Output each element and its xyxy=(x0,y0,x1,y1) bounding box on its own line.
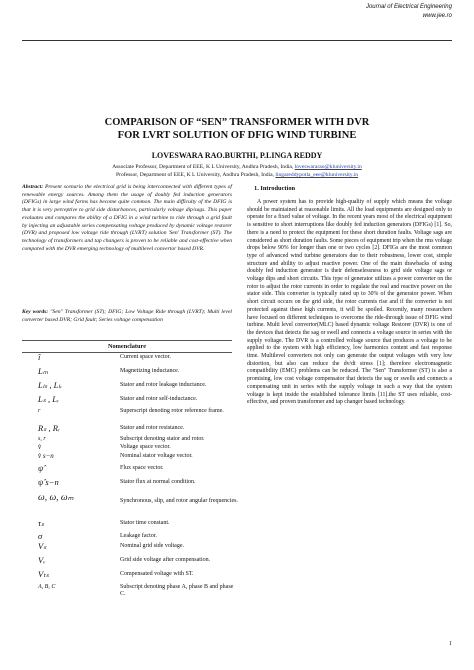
nomenclature-description: Voltage space vector. xyxy=(120,444,171,450)
nomenclature-symbol: Vᵥ xyxy=(38,555,46,565)
affiliation-1 xyxy=(40,163,434,171)
affiliation-2-text: Professor, Department of EEE, K L University, Andhra Pradesh, India, xyxy=(116,172,276,178)
affiliation-2 xyxy=(40,171,434,179)
nomenclature-symbol: Vₛ xyxy=(38,541,47,551)
nomenclature-description: Grid side voltage after compensation. xyxy=(120,557,211,563)
nomenclature-description: Compensated voltage with ST. xyxy=(120,571,194,577)
nomenclature-description: Stator flux at normal condition. xyxy=(120,479,196,485)
nomenclature-symbol: Rₛ , Rᵣ xyxy=(38,423,61,433)
nomenclature-symbol: Lₛ , Lᵣ xyxy=(38,394,60,404)
nomenclature-symbol: î xyxy=(38,352,41,362)
nomenclature-description: Stator and rotor resistance. xyxy=(120,425,185,431)
affiliation-1-email[interactable]: loveswararao@kluniversity.in xyxy=(294,164,362,170)
nomenclature-symbol: v̂ xyxy=(38,443,42,451)
nomenclature-description: Nominal stator voltage vector. xyxy=(120,453,193,459)
nomenclature-symbol: s, r xyxy=(38,436,46,442)
nomenclature-description: Stator time constant. xyxy=(120,520,170,526)
journal-url[interactable]: www.jee.ro xyxy=(422,13,452,19)
paper-title-line-1: COMPARISON OF “SEN” TRANSFORMER WITH DVR xyxy=(104,117,370,128)
keywords-label: Key words: xyxy=(22,309,49,315)
paper-authors: LOVESWARA RAO.BURTHI, P.LINGA REDDY xyxy=(151,151,323,160)
nomenclature-symbol: ω, ω, ωₘ xyxy=(38,493,74,503)
nomenclature-description: Synchronous, slip, and rotor angular frequencies. xyxy=(120,498,238,504)
nomenclature-symbol: Lₘ xyxy=(38,366,49,376)
nomenclature-symbol: r xyxy=(38,408,41,414)
nomenclature-symbol: A, B, C xyxy=(38,584,56,590)
affiliation-1-text: Associate Professor, Department of EEE, K L University, Andhra Pradesh, India, xyxy=(112,164,295,170)
paper-title-line-2: FOR LVRT SOLUTION OF DFIG WIND TURBINE xyxy=(117,130,357,141)
nomenclature-symbol: Vₜₛ xyxy=(38,569,49,579)
section-heading-introduction: 1. Introduction xyxy=(254,185,296,192)
nomenclature-description: Stator and rotor self-inductance. xyxy=(120,396,198,402)
nomenclature-bottom-rule xyxy=(22,352,232,353)
keywords-text: "Sen" Transformer (ST); DFIG; Low Voltage Ride through (LVRT); Multi level converter based DVR; Grid fault; Series voltage compensation xyxy=(22,309,232,323)
nomenclature-top-rule xyxy=(22,340,232,341)
abstract-text: Present scenario the electrical grid is being interconnected with different types of renewable energy sources. Among them the usage of doubly fed induction generators (DFIGs) in large wind farms has become quite common. The main difficulty of the DFIG is that it is very perceptive to grid side disturbances, particularly voltage dip/sags. This paper evaluates and compares the ability of a DFIG in a wind turbine to ride through a grid fault by injecting an adjustable series compensating voltage produced by dynamic voltage restorer (DVR) and proposed low voltage ride through (LVRT) solution 'Sen' Transformer (ST). The technology of transformers and tap changers is proven to be reliable and cost-effective when compared with the DVR emerging technology of multilevel convertor based DVR. xyxy=(22,184,232,252)
nomenclature-symbol: ψ̂ xyxy=(38,463,44,473)
nomenclature-description: Flux space vector. xyxy=(120,465,164,471)
abstract xyxy=(22,184,232,253)
nomenclature-symbol: v̂ s−n xyxy=(38,452,54,460)
nomenclature-symbol: ψ̂ s−n xyxy=(38,477,59,487)
journal-name: Journal of Electrical Engineering xyxy=(365,4,452,10)
nomenclature-description: Magnetizing inductance. xyxy=(120,368,180,374)
nomenclature-symbol: τₛ xyxy=(38,518,45,528)
nomenclature-description: Superscript denoting rotor reference frame. xyxy=(120,408,224,414)
header-rule xyxy=(22,40,452,41)
nomenclature-title: Nomenclature xyxy=(107,343,146,350)
page-number: 1 xyxy=(449,641,452,647)
keywords xyxy=(22,309,232,324)
nomenclature-symbol: σ xyxy=(38,531,43,541)
nomenclature-description: Nominal grid side voltage. xyxy=(120,543,184,549)
nomenclature-description: Subscript denoting phase A, phase B and phase C. xyxy=(120,584,234,598)
affiliation-2-email[interactable]: lingareddypotla_eee@kluniversity.in xyxy=(275,172,358,178)
nomenclature-description: Stator and rotor leakage inductance. xyxy=(120,382,207,388)
nomenclature-description: Leakage factor. xyxy=(120,533,157,539)
abstract-label: Abstract: xyxy=(22,184,44,190)
nomenclature-description: Subscript denoting stator and rotor. xyxy=(120,436,205,442)
nomenclature-symbol: Lₗₛ , Lₗᵣ xyxy=(38,380,62,390)
introduction-body: A power system has to provide high-quality of supply which means the voltage should be maintained at reasonable limits. All the load equipments are designed only to operate for a fixed value of voltage. In the recent years most of the electrical equipment is sensitive to short interruptions like doubly fed induction generators (DFIGs) [1]. So, there is a need to protect the equipment for these short duration faults. Voltage sags are considered as short duration faults. Some pieces of equipment trip when the rms voltage drops below 90% for longer than one or two cycles [2]. DFIGs are the most common type of advanced wind turbine generators due to their robustness, lower cost, simple structure and ability to adjust reactive power. One of the main drawbacks of using doubly fed induction generator is their defenselessness to grid side voltage sags or voltage dips and short circuits. This type of generator utilizes a power converter on the rotor to adjust the rotor currents in order to regulate the real and reactive power on the stator side. This converter is typically rated up to 30% of the generator power. When short circuit occurs on the grid side, the rotor currents rise and if the converter is not protected against these high currents, it will be spoiled. Recently, many researchers have focused on different techniques to overcome the ride-through issue of DFIG wind turbine. Multi level convertor(MLC) based dynamic voltage Restorer (DVR) is one of the devices that detects the sag or swell and connects a voltage source in series with the supply voltage. The DVR is a controlled voltage source that produces a voltage to be applied to the system with high efficiency, low harmonics content and fast response time. Multilevel converters not only can generate the output voltages with very low distortion, but also can reduce the dv/dt stress [1]; therefore electromagnetic compatibility (EMC) problems can be reduced. The "Sen" Transformer (ST) is also a promising, low cost voltage compensator that detects the sag or swells and connects a compensating unit in series with the supply voltage in such a way that the system voltage is kept inside the established tolerance limits [11].the ST uses reliable, cost-effective, and proven transformer and tap changer based technology. xyxy=(247,199,452,406)
nomenclature-description: Current space vector. xyxy=(120,354,171,360)
